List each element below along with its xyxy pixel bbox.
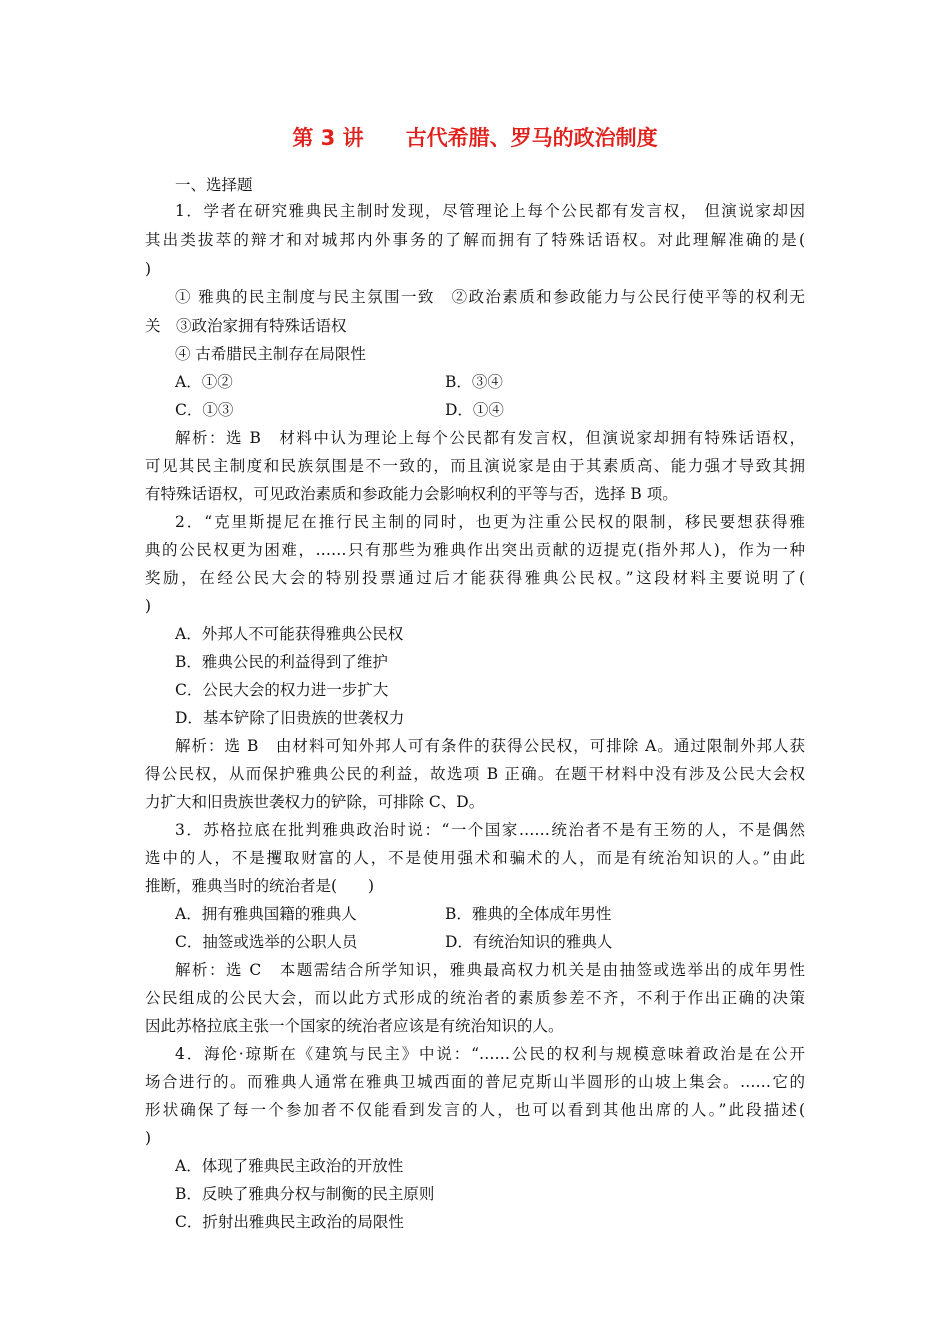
q2-analysis-line: 解析：选 B 由材料可知外邦人可有条件的获得公民权，可排除 A。通过限制外邦人获 — [175, 737, 805, 755]
q3-option-a: A．拥有雅典国籍的雅典人 — [175, 905, 357, 923]
q3-analysis-line: 解析：选 C 本题需结合所学知识，雅典最高权力机关是由抽签或选举出的成年男性 — [175, 961, 805, 979]
page-title: 第 3 讲 古代希腊、罗马的政治制度 — [292, 126, 658, 150]
q4-option-a: A．体现了雅典民主政治的开放性 — [175, 1157, 404, 1175]
q4-stem-line: 4．海伦·琼斯在《建筑与民主》中说：“……公民的权利与规模意味着政治是在公开 — [175, 1045, 805, 1063]
q1-option-b: B．③④ — [445, 373, 503, 391]
q3-analysis-line: 公民组成的公民大会，而以此方式形成的统治者的素质参差不齐，不利于作出正确的决策 — [145, 989, 805, 1007]
q1-option-c: C．①③ — [175, 401, 234, 419]
q2-analysis-line: 得公民权，从而保护雅典公民的利益，故选项 B 正确。在题干材料中没有涉及公民大会权 — [145, 765, 805, 783]
q1-stem-line: 其出类拔萃的辩才和对城邦内外事务的了解而拥有了特殊话语权。对此理解准确的是( — [145, 231, 805, 249]
q3-option-d: D．有统治知识的雅典人 — [445, 933, 613, 951]
q1-stem-line: ) — [145, 260, 152, 278]
q1-analysis-line: 解析：选 B 材料中认为理论上每个公民都有发言权，但演说家却拥有特殊话语权， — [175, 429, 805, 447]
q4-stem-line: 形状确保了每一个参加者不仅能看到发言的人，也可以看到其他出席的人。”此段描述( — [145, 1101, 805, 1119]
section-heading: 一、选择题 — [175, 176, 253, 194]
q2-stem-line: ) — [145, 597, 152, 615]
q3-stem-line: 推断，雅典当时的统治者是( ) — [145, 877, 375, 895]
q3-option-b: B．雅典的全体成年男性 — [445, 905, 612, 923]
q4-option-b: B．反映了雅典分权与制衡的民主原则 — [175, 1185, 435, 1203]
q4-option-c: C．折射出雅典民主政治的局限性 — [175, 1213, 404, 1231]
q1-stem-line: 1．学者在研究雅典民主制时发现，尽管理论上每个公民都有发言权， 但演说家却因 — [175, 202, 805, 220]
q1-item-line: ④ 古希腊民主制存在局限性 — [175, 345, 366, 363]
q2-analysis-line: 力扩大和旧贵族世袭权力的铲除，可排除 C、D。 — [145, 793, 485, 811]
q1-option-a: A．①② — [175, 373, 233, 391]
q4-stem-line: 场合进行的。而雅典人通常在雅典卫城西面的普尼克斯山半圆形的山坡上集会。……它的 — [145, 1073, 805, 1091]
q2-option-b: B．雅典公民的利益得到了维护 — [175, 653, 388, 671]
q1-analysis-line: 有特殊话语权，可见政治素质和参政能力会影响权利的平等与否，选择 B 项。 — [145, 485, 678, 503]
q4-stem-line: ) — [145, 1129, 152, 1147]
q1-item-line: 关 ③政治家拥有特殊话语权 — [145, 317, 347, 335]
q1-option-d: D．①④ — [445, 401, 504, 419]
q2-stem-line: 典的公民权更为困难，……只有那些为雅典作出突出贡献的迈提克(指外邦人)，作为一种 — [145, 541, 805, 559]
q1-item-line: ① 雅典的民主制度与民主氛围一致 ②政治素质和参政能力与公民行使平等的权利无 — [175, 288, 805, 306]
q2-option-a: A．外邦人不可能获得雅典公民权 — [175, 625, 404, 643]
q2-stem-line: 2．“克里斯提尼在推行民主制的同时，也更为注重公民权的限制，移民要想获得雅 — [175, 513, 805, 531]
q3-analysis-line: 因此苏格拉底主张一个国家的统治者应该是有统治知识的人。 — [145, 1017, 564, 1035]
q1-analysis-line: 可见其民主制度和民族氛围是不一致的，而且演说家是由于其素质高、能力强才导致其拥 — [145, 457, 805, 475]
q2-option-d: D．基本铲除了旧贵族的世袭权力 — [175, 709, 405, 727]
q3-stem-line: 选中的人，不是攫取财富的人，不是使用强术和骗术的人，而是有统治知识的人。”由此 — [145, 849, 805, 867]
q2-option-c: C．公民大会的权力进一步扩大 — [175, 681, 389, 699]
q2-stem-line: 奖励，在经公民大会的特别投票通过后才能获得雅典公民权。”这段材料主要说明了( — [145, 569, 805, 587]
q3-stem-line: 3．苏格拉底在批判雅典政治时说：“一个国家……统治者不是有王笏的人，不是偶然 — [175, 821, 805, 839]
q3-option-c: C．抽签或选举的公职人员 — [175, 933, 358, 951]
